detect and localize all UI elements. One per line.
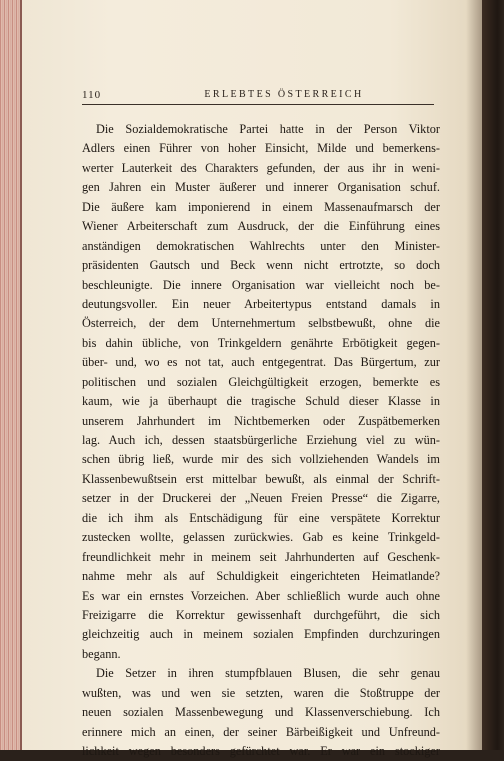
text-line: die ich ihm als Entschädigung für eine verspätete Korrektur (82, 510, 440, 525)
text-line: Es war ein ernstes Vorzeichen. Aber schließlich wurde auch ohne (82, 588, 440, 603)
text-line: Wiener Arbeiterschaft zum Ausdruck, der die Einführung eines (82, 219, 440, 234)
text-line: neuen sozialen Massenbewegung und Klassenverschiebung. Ich (82, 705, 440, 720)
text-line: unserem Jahrhundert im Nichtbemerken oder Zuspätbemerken (82, 413, 440, 428)
text-line: gen Jahren ein Muster äußerer und innerer Organisation schuf. (82, 180, 440, 195)
text-line: setzer in der Druckerei der „Neuen Freien Presse“ die Zigarre, (82, 491, 440, 506)
text-line: zustecken wollte, gelassen zurückwies. Gab es keine Trinkgeld- (82, 530, 440, 545)
text-line: begann. (82, 646, 121, 661)
text-line: Österreich, der dem Unternehmertum selbstbewußt, ohne die (82, 316, 440, 331)
text-line: Adlers einen Führer von hoher Einsicht, Milde und bemerkens- (82, 141, 440, 156)
spine-shadow (466, 0, 482, 750)
running-head (82, 89, 434, 109)
text-line: bis dahin übliche, von Trinkgeldern genährte Erbötigkeit gegen- (82, 335, 440, 350)
text-line: erinnere mich an einen, der seiner Bärbeißigkeit und Unfreund- (82, 724, 440, 739)
page-number: 110 (82, 89, 102, 101)
text-line: über- und, wo es not tat, auch entgegentrat. Das Bürgertum, zur (82, 355, 440, 370)
text-line: wußten, was und wen sie setzten, waren die Stoßtruppe der (82, 685, 440, 700)
page-edges (0, 0, 22, 750)
text-line: deutungsvoller. Ein neuer Arbeitertypus entstand damals in (82, 296, 440, 311)
text-line: nahme mehr als auf Schuldigkeit eingerichteten Heimatlande? (82, 569, 440, 584)
text-line: werter Lauterkeit des Charakters gefunden, der aus ihr in weni- (82, 160, 440, 175)
text-line: Die Sozialdemokratische Partei hatte in der Person Viktor (96, 122, 440, 136)
text-line: beschleunigte. Die innere Organisation war vielleicht noch be- (82, 277, 440, 292)
body-text (82, 120, 440, 761)
text-line: politischen und sozialen Gleichgültigkeit erzogen, bemerkte es (82, 374, 440, 389)
book-cover-edge (482, 0, 504, 750)
text-line: Freizigarre die Korrektur gewissenhaft durchgeführt, die sich (82, 607, 440, 622)
text-line: präsidenten Gautsch und Beck wenn nicht ertrotzte, so doch (82, 258, 440, 273)
text-line: Klassenbewußtsein erst mittelbar bewußt, als einmal der Schrift- (82, 471, 440, 486)
text-line: lichkeit wegen besonders gefürchtet war. Er war ein stockiger (82, 744, 440, 758)
text-line: schen übrig ließ, wurde mir des sich vollziehenden Wandels im (82, 452, 440, 467)
header-rule (82, 104, 434, 105)
text-line: Die Setzer in ihren stumpfblauen Blusen, die sehr genau (96, 666, 440, 681)
text-line: anständigen demokratischen Wahlrechts unter den Minister- (82, 238, 440, 253)
text-line: gleichzeitig auch in meinem sozialen Empfinden durchzuringen (82, 627, 440, 642)
text-line: lag. Auch ich, dessen staatsbürgerliche Erziehung viel zu wün- (82, 433, 440, 447)
running-title: ERLEBTES ÖSTERREICH (204, 89, 364, 100)
text-line: freundlichkeit mehr in meinem seit Jahrhunderten auf Geschenk- (82, 549, 440, 564)
text-line: kaum, wie ja überhaupt die tragische Schuld dieser Klasse in (82, 394, 440, 409)
text-line: Die äußere kam imponierend in einem Massenaufmarsch der (82, 199, 440, 214)
